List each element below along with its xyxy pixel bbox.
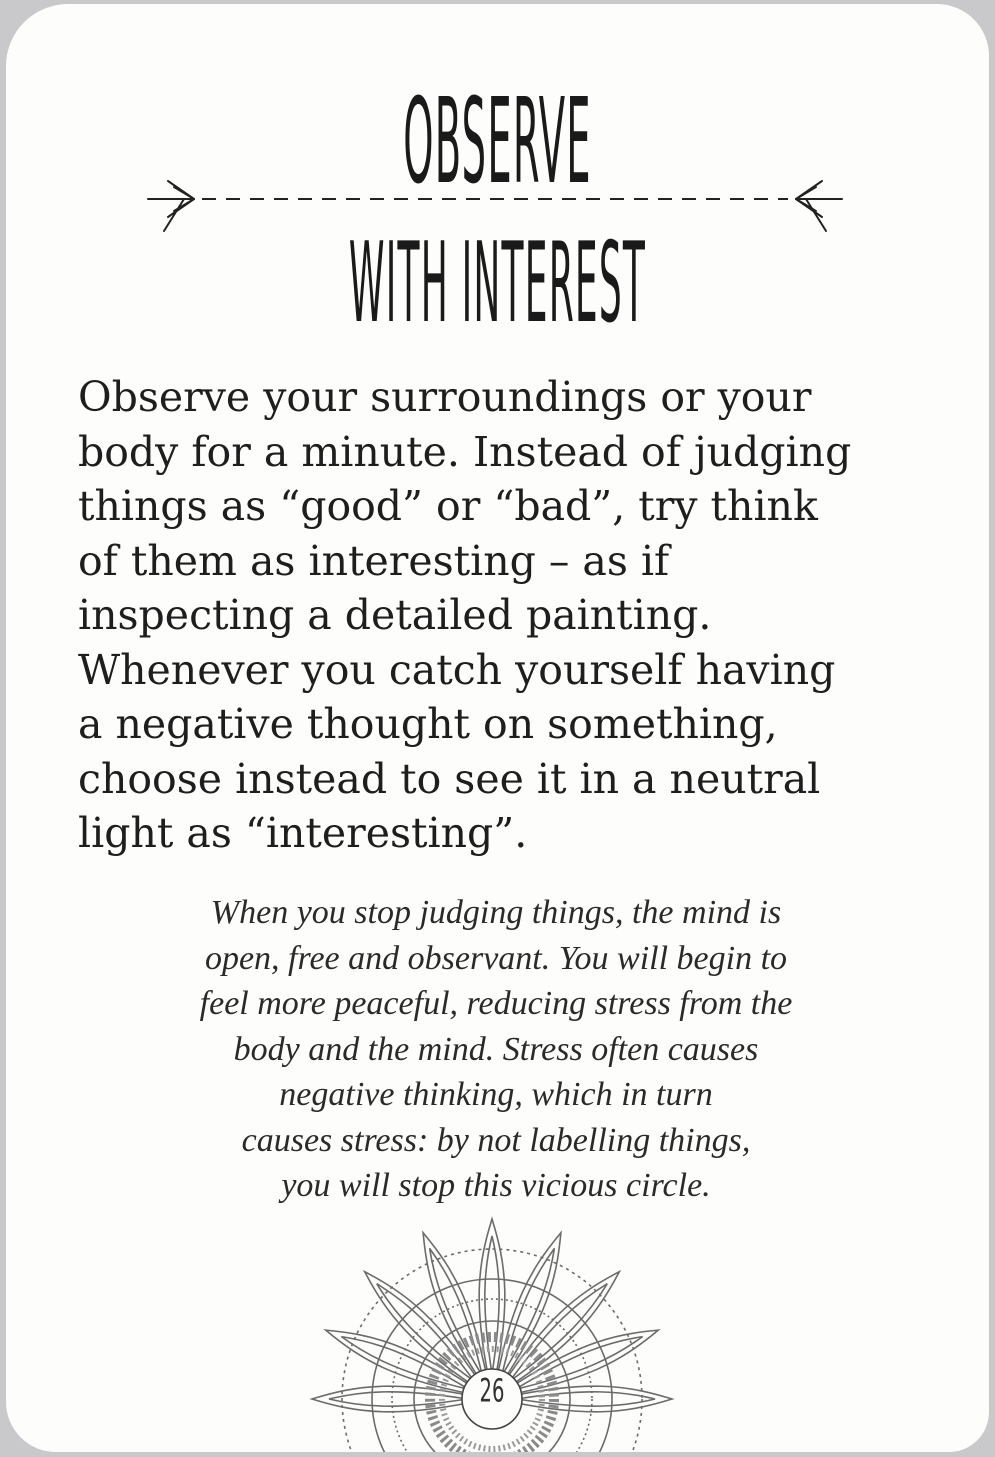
card <box>6 4 989 1452</box>
title-line-1: OBSERVE <box>403 72 592 211</box>
mandala-icon <box>6 4 989 1452</box>
quote-paragraph: When you stop judging things, the mind is open, free and observant. You will begin to feel more peaceful, reducing stress from the body and the mind. Stress often causes negative thinking, which in turn causes stress: by not labelling things, you will stop this vicious circle. <box>199 894 793 1204</box>
body-paragraph: Observe your surroundings or your body for a minute. Instead of judging things as “good” or “bad”, try think of them as interesting – as if inspecting a detailed painting. Whenever you catch yourself having a negative thought on something, choose instead to see it in a neutral light as “interesting”. <box>78 373 852 857</box>
title-line-2: WITH INTEREST <box>348 219 647 349</box>
page-number: 26 <box>479 1371 505 1410</box>
